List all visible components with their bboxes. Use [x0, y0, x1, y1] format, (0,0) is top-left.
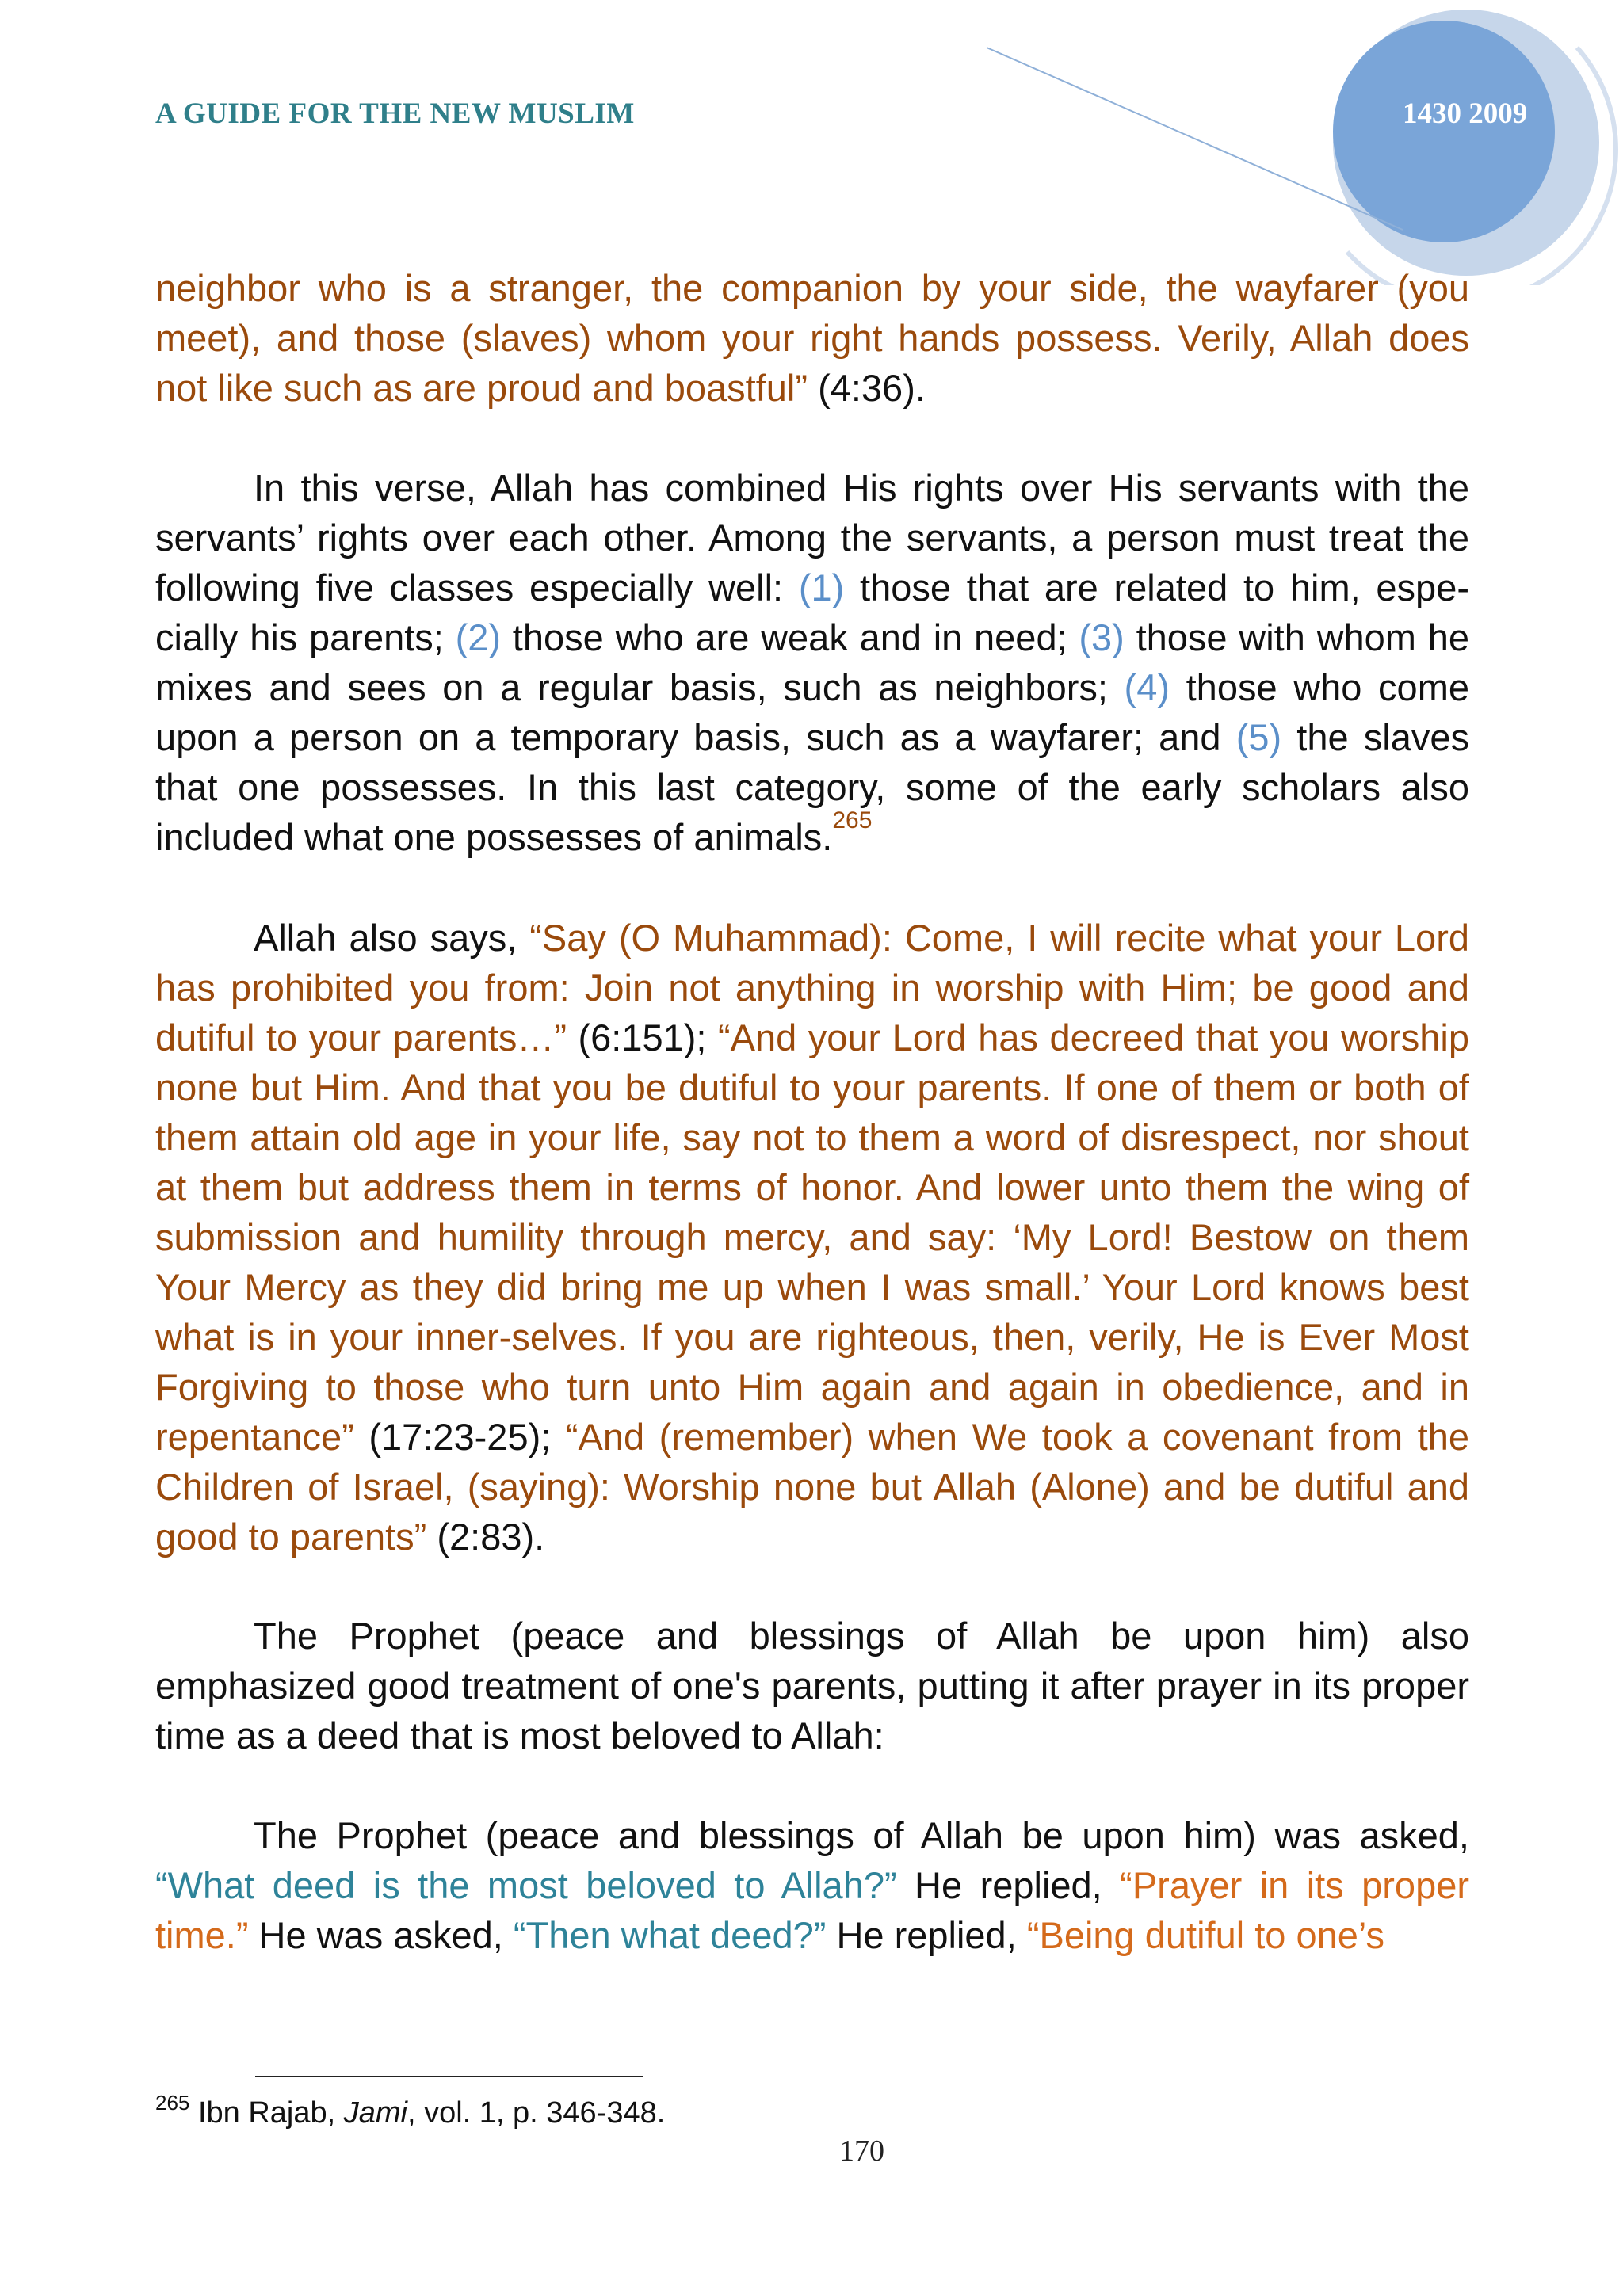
paragraph-verse-continuation	[155, 263, 1469, 413]
footnote-number: 265	[155, 2091, 190, 2115]
verse-reference: (17:23-25);	[353, 1416, 566, 1458]
list-number: (1)	[798, 566, 845, 608]
quran-quote: neighbor who is a stranger, the companion by your side, the wayfarer (you meet), and those (slaves) whom your right hands possess. Verily, Allah does not like such as are proud and boastful”	[155, 267, 1469, 409]
list-number: (4)	[1124, 666, 1170, 708]
quran-quote: “And (remember) when We took a covenant from the Children of Israel, (saying): Worship none but Allah (Alone) and be dutiful and good to parents”	[155, 1416, 1469, 1558]
body-text: He was asked,	[248, 1914, 514, 1956]
footnote-separator	[255, 2076, 643, 2077]
footnote-citation: , vol. 1, p. 346-348.	[407, 2096, 666, 2130]
page-number: 170	[839, 2134, 884, 2168]
running-header-year: 1430 2009	[1403, 97, 1528, 130]
verse-reference: (4:36).	[808, 367, 926, 409]
body-text: In this verse, Allah has combined His rights over His servants with the servants’ rights over each other. Among the servants, a person must treat the following five classes especially well:	[155, 467, 1469, 608]
list-number: (5)	[1235, 716, 1282, 758]
list-number: (3)	[1079, 616, 1125, 658]
footnote-author: Ibn Rajab,	[189, 2096, 344, 2130]
running-header-title: A GUIDE FOR THE NEW MUSLIM	[155, 97, 635, 130]
verse-reference: (6:151);	[566, 1016, 718, 1058]
body-text: The Prophet (peace and blessings of Allah be upon him) also emphasized good treatment of one's parents, putting it after prayer in its proper time as a deed that is most beloved to Allah:	[155, 1615, 1469, 1756]
body-text: He replied,	[896, 1864, 1121, 1906]
hadith-answer: “Prayer in its proper time.”	[155, 1864, 1469, 1956]
quran-quote: “And your Lord has decreed that you worship none but Him. And that you be dutiful to your parents. If one of them or both of them attain old age in your life, say not to them a word of disrespect, nor shout at them but address them in terms of honor. And lower unto them the wing of submission and humility through mercy, and say: ‘My Lord! Bestow on them Your Mercy as they did bring me up when I was small.’ Your Lord knows best what is in your inner-selves. If you are righteous, then, verily, He is Ever Most Forgiving to those who turn unto Him again and again in obedience, and in repentance”	[155, 1016, 1469, 1458]
body-text: those with whom he mixes and sees on a regular basis, such as neighbors;	[155, 616, 1469, 708]
paragraph-five-classes	[155, 463, 1469, 862]
body-text: the slaves that one possesses. In this last category, some of the early scholars also included what one possesses of animals.	[155, 716, 1469, 858]
quran-quote: “Say (O Muhammad): Come, I will recite what your Lord has prohibited you from: Join not anything in worship with Him; be good and dutiful to your parents…”	[155, 917, 1469, 1058]
hadith-answer: “Being dutiful to one’s	[1026, 1914, 1384, 1956]
body-text: those that are related to him, especially his parents;	[155, 566, 1469, 658]
body-text: Allah also says,	[254, 917, 530, 959]
footnote-265	[155, 2091, 666, 2130]
hadith-question: “What deed is the most beloved to Allah?”	[155, 1864, 897, 1906]
body-text: those who are weak and in need;	[501, 616, 1079, 658]
header-circle-decoration	[0, 0, 1623, 285]
body-text: those who come upon a person on a temporary basis, such as a wayfarer; and	[155, 666, 1469, 758]
paragraph-allah-also-says	[155, 913, 1469, 1562]
paragraph-hadith	[155, 1810, 1469, 1960]
footnote-work-title: Jami	[343, 2096, 407, 2130]
footnote-reference[interactable]: 265	[832, 807, 873, 833]
verse-reference: (2:83).	[426, 1516, 545, 1558]
hadith-question: “Then what deed?”	[513, 1914, 827, 1956]
body-text: The Prophet (peace and blessings of Allah be upon him) was asked,	[254, 1814, 1469, 1856]
paragraph-prophet-emphasized	[155, 1611, 1469, 1760]
list-number: (2)	[455, 616, 502, 658]
body-text: He replied,	[826, 1914, 1027, 1956]
